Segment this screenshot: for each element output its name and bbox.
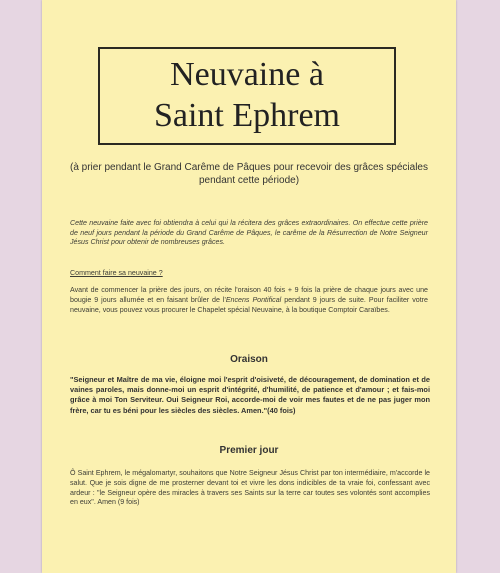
premier-jour-heading: Premier jour (219, 445, 279, 456)
howto-incense: Encens Pontifical (225, 295, 282, 304)
premier-jour-text: Ô Saint Ephrem, le mégalomartyr, souhaitons que Notre Seigneur Jésus Christ par ton intermédiaire, m'accorde le salut. Que je sois digne de me prosterner devant toi et vivre les dons indicibles de ta vraie foi, confessant avec ardeur : "le Seigneur opère des miracles à travers ses Saints sur la terre car toutes ses volontés sont accomplies en eux". Amen (9 fois) (70, 469, 430, 507)
howto-heading: Comment faire sa neuvaine ? (70, 269, 163, 277)
howto-text-part2: pendant 9 jours de suite. Pour faciliter votre neuvaine, vous pouvez vous procurer le Chapelet spécial Neuvaine, à la boutique Comptoir Caraïbes. (70, 295, 428, 314)
title-line-1: Neuvaine à (170, 56, 324, 93)
oraison-heading: Oraison (230, 354, 268, 365)
intro-paragraph: Cette neuvaine faite avec foi obtiendra à celui qui la récitera des grâces extraordinaires. On effectue cette prière de neuf jours pendant la période du Grand Carême de Pâques, le carême de la Résurrection de Notre Seigneur Jésus Christ pour obtenir de nombreuses grâces. (70, 219, 428, 247)
title-line-2: Saint Ephrem (153, 97, 341, 134)
document-page (42, 0, 456, 573)
title-box (98, 47, 396, 145)
howto-paragraph (70, 286, 428, 315)
oraison-text: "Seigneur et Maître de ma vie, éloigne moi l'esprit d'oisiveté, de découragement, de domination et de vaines paroles, mais donne-moi un esprit d'intégrité, d'humilité, de patience et d'amour ; et fais-moi grâce à moi Ton Serviteur. Oui Seigneur Roi, accorde-moi de voir mes fautes et de ne pas juger mon frère, car tu es béni pour les siècles des siècles. Amen."(40 fois) (70, 375, 430, 415)
howto-text-part1: Avant de commencer la prière des jours, on récite l'oraison 40 fois + 9 fois la prière de chaque jours avec une bougie 9 jours allumée et en faisant brûler de l' (70, 286, 428, 304)
subtitle: (à prier pendant le Grand Carême de Pâques pour recevoir des grâces spéciales pendant cette période) (70, 162, 428, 186)
